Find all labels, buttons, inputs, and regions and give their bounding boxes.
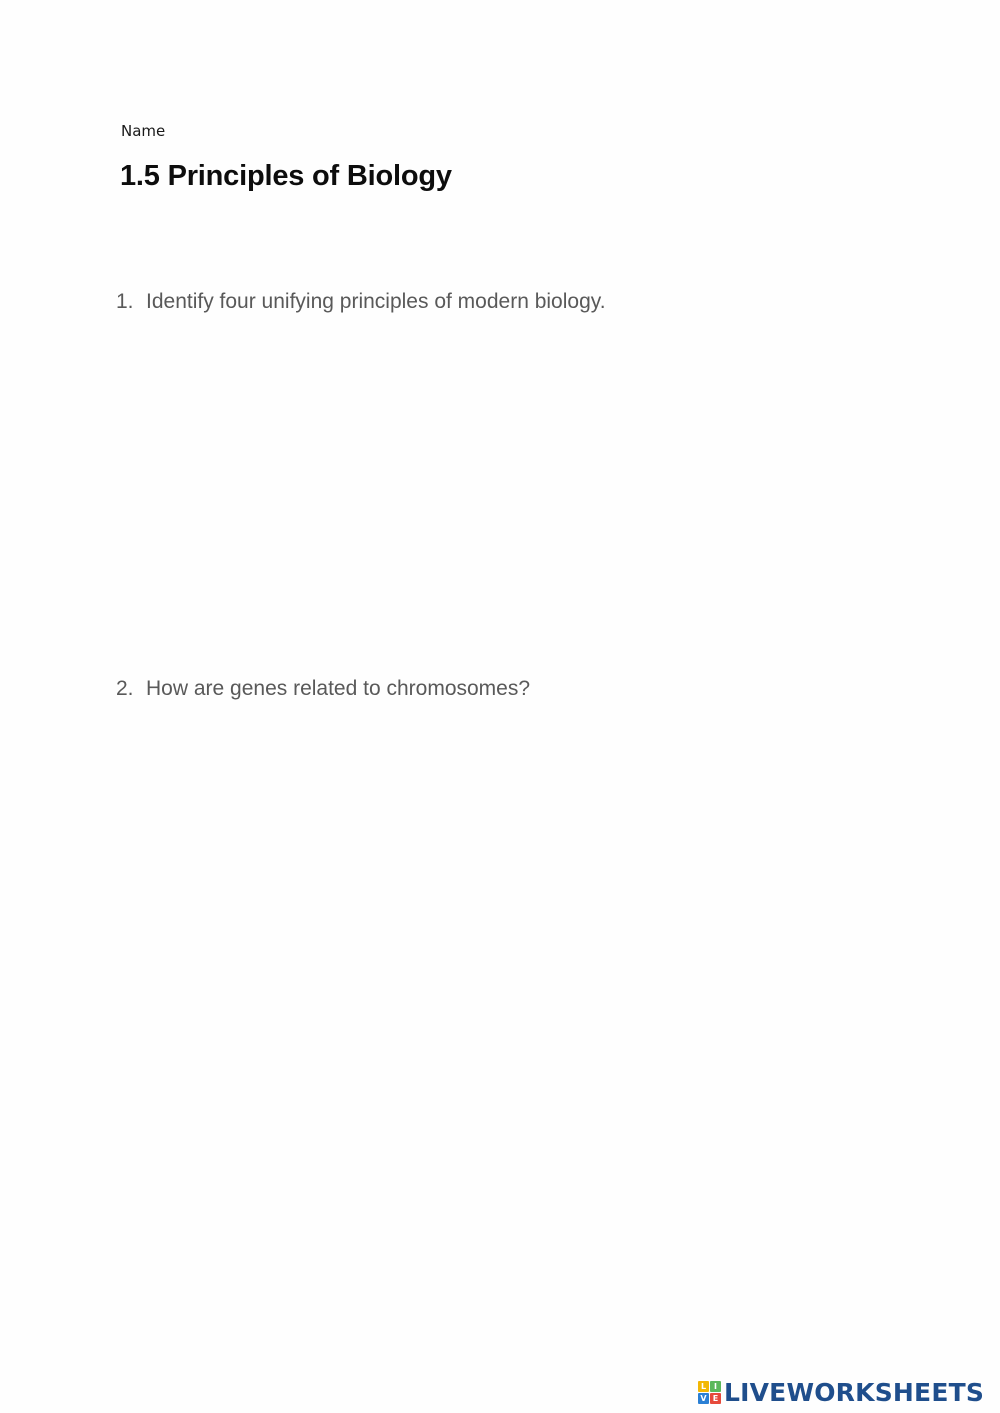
question-1 xyxy=(116,290,606,314)
answer-area-1[interactable] xyxy=(146,330,906,650)
question-number: 2. xyxy=(116,677,134,700)
logo-tile: E xyxy=(710,1393,721,1404)
question-number: 1. xyxy=(116,290,134,313)
answer-area-2[interactable] xyxy=(146,718,906,1278)
brand-text: LIVEWORKSHEETS xyxy=(724,1378,985,1407)
name-label: Name xyxy=(121,122,166,140)
question-text: How are genes related to chromosomes? xyxy=(146,677,531,700)
logo-tile: L xyxy=(698,1381,709,1392)
liveworksheets-brand xyxy=(698,1378,984,1407)
page-title: 1.5 Principles of Biology xyxy=(120,160,452,192)
liveworksheets-logo-icon xyxy=(698,1381,721,1404)
logo-tile: V xyxy=(698,1393,709,1404)
question-text: Identify four unifying principles of modern biology. xyxy=(146,290,606,313)
question-2 xyxy=(116,677,530,701)
logo-tile: I xyxy=(710,1381,721,1392)
